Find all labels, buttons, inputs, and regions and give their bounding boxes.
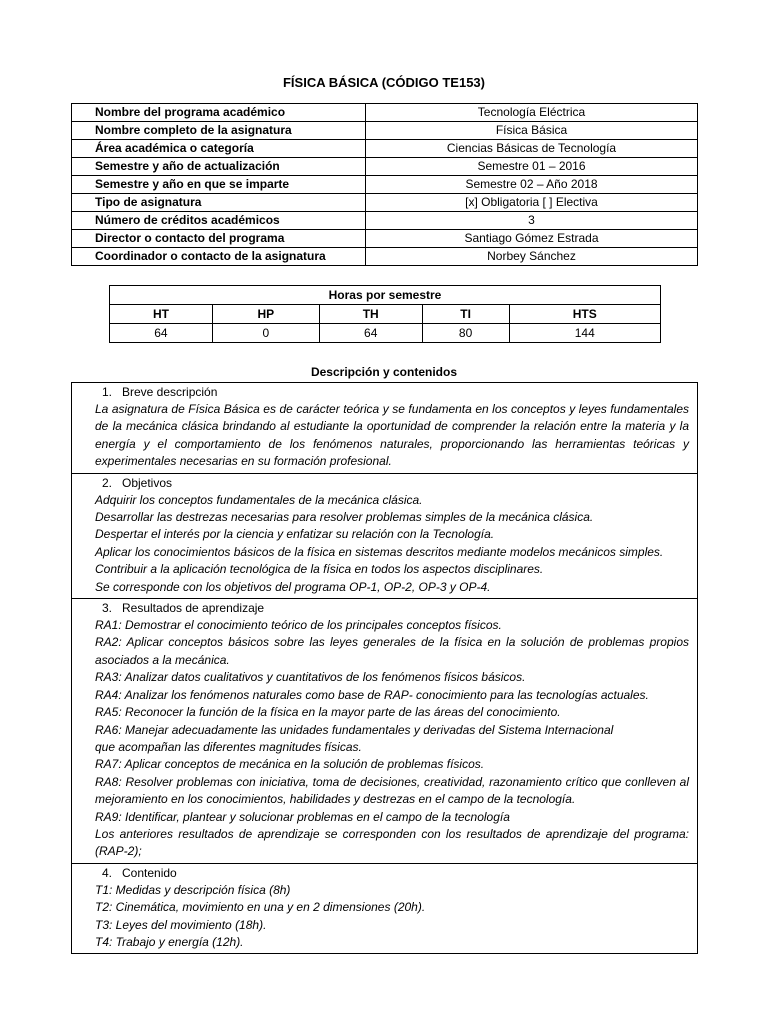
section-heading-text: Objetivos: [122, 475, 173, 490]
info-value: Tecnología Eléctrica: [366, 104, 698, 122]
section-heading: [95, 475, 689, 492]
hours-value-hts: 144: [509, 324, 660, 343]
section-heading: [95, 384, 689, 401]
info-row: [72, 212, 698, 230]
section-line: La asignatura de Física Básica es de carácter teórica y se fundamenta en los conceptos y leyes fundamentales de la mecánica clásica brindando al estudiante la oportunidad de comprender la relación entre la materia y la energía y el comportamiento de los fenómenos naturales, proporcionando las herramientas teóricas y experimentales necesarias en su formación profesional.: [95, 402, 689, 469]
description-table: [71, 382, 698, 954]
info-row: [72, 194, 698, 212]
info-value: Física Básica: [366, 122, 698, 140]
info-label: Director o contacto del programa: [72, 230, 366, 248]
hours-value-ht: 64: [110, 324, 213, 343]
hours-header: Horas por semestre: [110, 286, 661, 305]
info-value: [x] Obligatoria [ ] Electiva: [366, 194, 698, 212]
section-heading-text: Breve descripción: [122, 385, 218, 399]
hours-column-hts: HTS: [509, 305, 660, 324]
section-cell: [72, 473, 698, 598]
section-line: RA4: Analizar los fenómenos naturales como base de RAP- conocimiento para las tecnologías actuales.: [95, 687, 649, 702]
info-value: Norbey Sánchez: [366, 248, 698, 266]
info-label: Semestre y año en que se imparte: [72, 176, 366, 194]
section-heading-text: Contenido: [122, 865, 177, 880]
info-label: Área académica o categoría: [72, 140, 366, 158]
section-line: Se corresponde con los objetivos del programa OP-1, OP-2, OP-3 y OP-4.: [95, 579, 491, 594]
section-line: Los anteriores resultados de aprendizaje se corresponden con los resultados de aprendizaje del programa: (RAP-2);: [95, 826, 689, 859]
section-line: RA1: Demostrar el conocimiento teórico de los principales conceptos físicos.: [95, 618, 502, 633]
info-label: Semestre y año de actualización: [72, 158, 366, 176]
hours-value-ti: 80: [422, 324, 509, 343]
section-number: 1.: [102, 385, 113, 399]
info-value: Semestre 02 – Año 2018: [366, 176, 698, 194]
info-label: Nombre del programa académico: [72, 104, 366, 122]
section-heading-text: Resultados de aprendizaje: [122, 601, 265, 616]
section-line: RA3: Analizar datos cualitativos y cuantitativos de los fenómenos físicos básicos.: [95, 670, 526, 685]
section-line: RA2: Aplicar conceptos básicos sobre las leyes generales de la física en la solución de problemas propios asociados a la mecánica.: [95, 635, 689, 667]
info-row: [72, 104, 698, 122]
section-line: RA5: Reconocer la función de la física en la mayor parte de las áreas del conocimiento.: [95, 705, 561, 720]
section-line: RA8: Resolver problemas con iniciativa, toma de decisiones, creatividad, razonamiento crítico que conlleven al mejoramiento en los conocimientos, habilidades y destrezas en el campo de la tecnología.: [95, 774, 689, 807]
description-title: Descripción y contenidos: [310, 365, 458, 379]
section-row: [72, 473, 698, 598]
section-line: T4: Trabajo y energía (12h).: [95, 934, 244, 949]
section-heading: [95, 600, 689, 617]
info-value: Ciencias Básicas de Tecnología: [366, 140, 698, 158]
course-info-table: [71, 103, 698, 266]
section-line: que acompañan las diferentes magnitudes físicas.: [95, 739, 362, 754]
hours-column-ht: HT: [110, 305, 213, 324]
section-row: [72, 599, 698, 864]
section-line: Adquirir los conceptos fundamentales de la mecánica clásica.: [95, 492, 423, 507]
section-line: RA9: Identificar, plantear y solucionar problemas en el campo de la tecnología: [95, 809, 510, 824]
section-body: [95, 401, 689, 471]
section-row: [72, 383, 698, 474]
section-line: Aplicar los conocimientos básicos de la física en sistemas descritos mediante modelos mecánicos simples.: [95, 544, 664, 559]
section-cell: [72, 599, 698, 864]
section-number: 4.: [102, 865, 113, 880]
section-heading: [95, 865, 689, 882]
section-body: [95, 492, 689, 596]
section-line: Desarrollar las destrezas necesarias para resolver problemas simples de la mecánica clásica.: [95, 510, 594, 525]
info-row: [72, 176, 698, 194]
section-row: [72, 863, 698, 954]
hours-column-ti: TI: [422, 305, 509, 324]
info-value: Semestre 01 – 2016: [366, 158, 698, 176]
hours-value-hp: 0: [212, 324, 319, 343]
hours-column-hp: HP: [212, 305, 319, 324]
hours-table: [109, 285, 661, 343]
section-line: RA6: Manejar adecuadamente las unidades fundamentales y derivadas del Sistema Internacional: [95, 722, 614, 737]
section-line: T1: Medidas y descripción física (8h): [95, 882, 291, 897]
section-cell: [72, 863, 698, 954]
info-row: [72, 230, 698, 248]
info-row: [72, 248, 698, 266]
section-body: [95, 882, 689, 952]
info-value: Santiago Gómez Estrada: [366, 230, 698, 248]
info-row: [72, 140, 698, 158]
section-number: 3.: [102, 601, 113, 616]
section-line: T3: Leyes del movimiento (18h).: [95, 917, 267, 932]
section-line: Despertar el interés por la ciencia y enfatizar su relación con la Tecnología.: [95, 527, 495, 542]
info-label: Tipo de asignatura: [72, 194, 366, 212]
info-value: 3: [366, 212, 698, 230]
section-body: [95, 617, 689, 861]
hours-column-th: TH: [319, 305, 422, 324]
section-line: T2: Cinemática, movimiento en una y en 2 dimensiones (20h).: [95, 900, 426, 915]
hours-value-th: 64: [319, 324, 422, 343]
section-line: RA7: Aplicar conceptos de mecánica en la solución de problemas físicos.: [95, 757, 485, 772]
info-label: Coordinador o contacto de la asignatura: [72, 248, 366, 266]
section-line: Contribuir a la aplicación tecnológica de la física en todos los aspectos disciplinares.: [95, 562, 544, 577]
info-label: Número de créditos académicos: [72, 212, 366, 230]
info-row: [72, 122, 698, 140]
section-number: 2.: [102, 475, 113, 490]
section-cell: [72, 383, 698, 474]
info-label: Nombre completo de la asignatura: [72, 122, 366, 140]
info-row: [72, 158, 698, 176]
document-title: FÍSICA BÁSICA (CÓDIGO TE153): [282, 75, 485, 90]
